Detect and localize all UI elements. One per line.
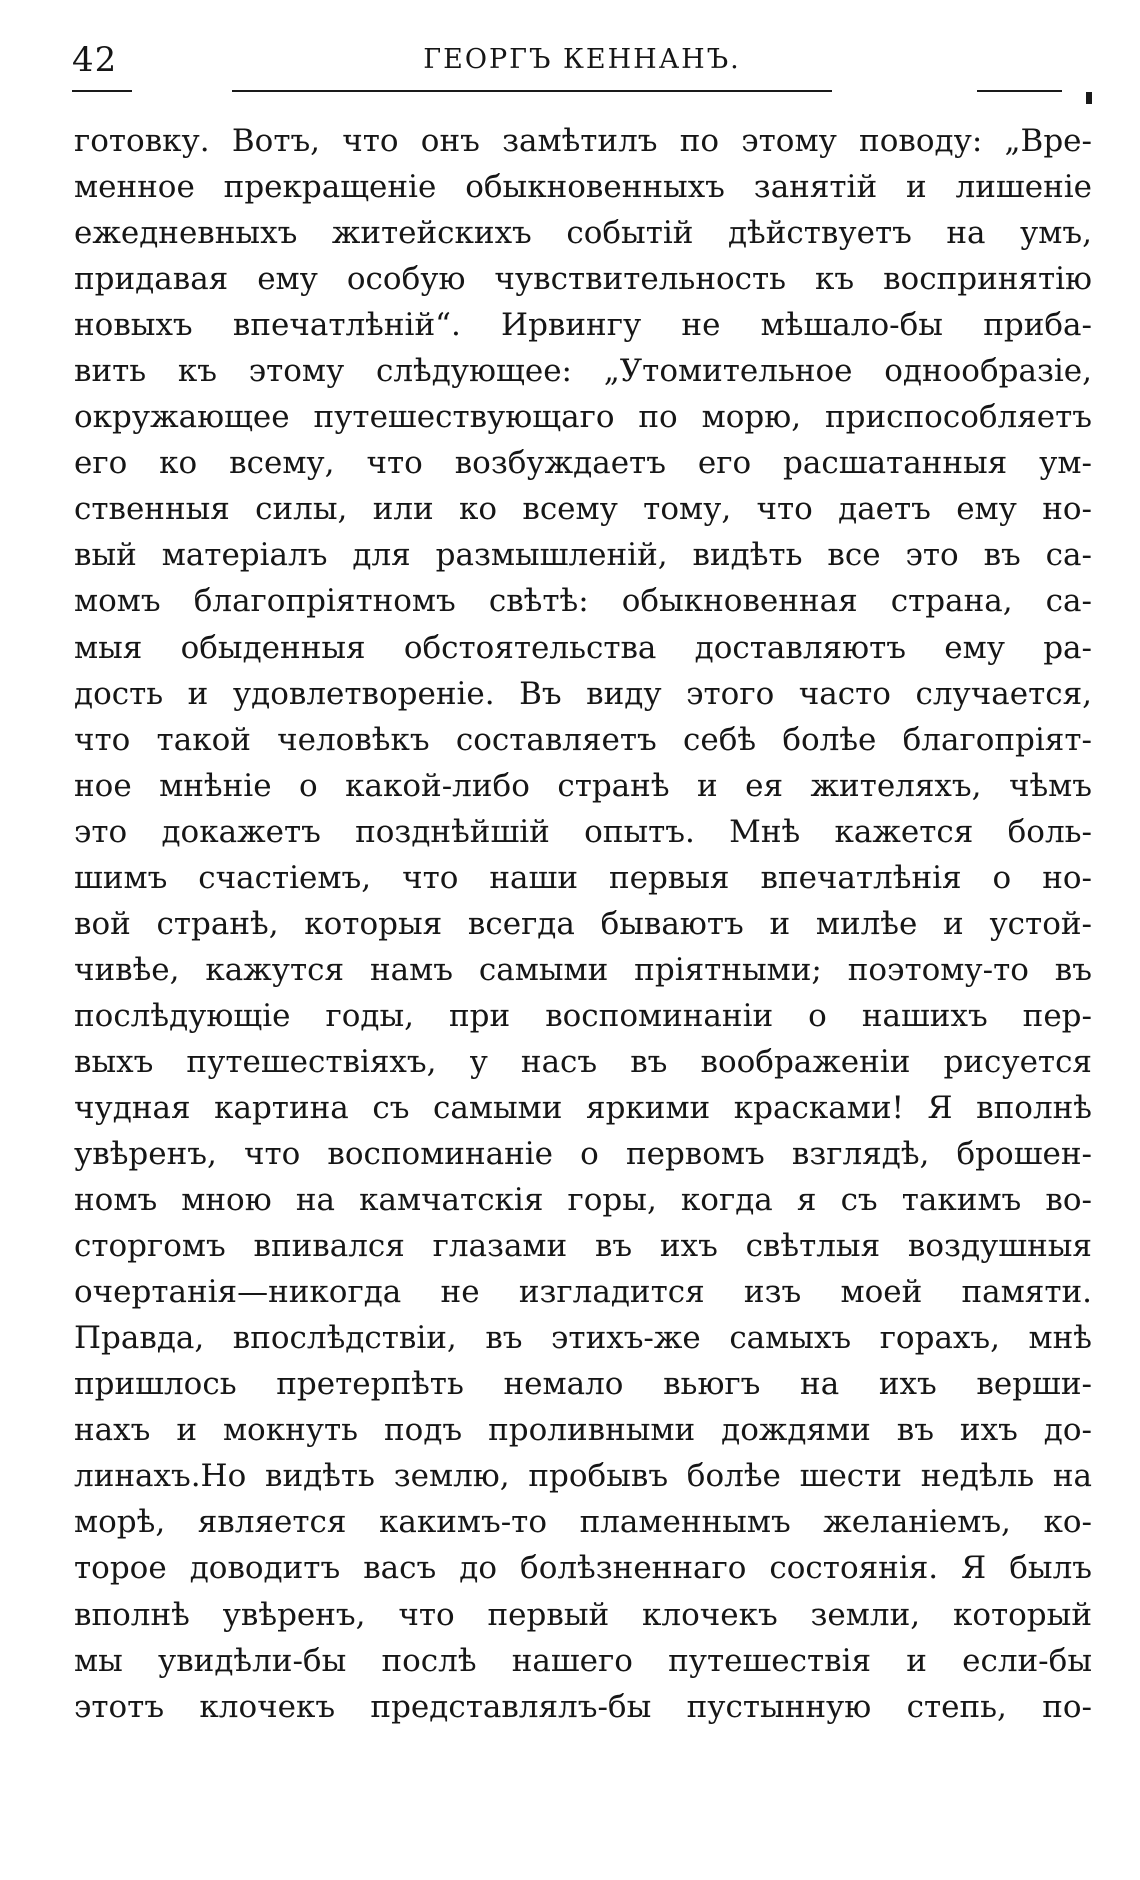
text-line: нахъ и мокнуть подъ проливными дождями въ ихъ до-	[74, 1412, 1092, 1449]
text-line: вполнѣ увѣренъ, что первый клочекъ земли, который	[74, 1596, 1092, 1633]
text-line: новыхъ впечатлѣній“. Ирвингу не мѣшало-бы приба-	[74, 307, 1092, 344]
text-line: этотъ клочекъ представлялъ-бы пустынную степь, по-	[74, 1688, 1092, 1725]
text-line: ежедневныхъ житейскихъ событій дѣйствуетъ на умъ,	[74, 215, 1092, 252]
body-text	[74, 118, 1092, 1730]
page-header	[72, 40, 1092, 100]
text-line: мы увидѣли-бы послѣ нашего путешествія и если-бы	[74, 1642, 1092, 1679]
text-line: его ко всему, что возбуждаетъ его расшатанныя ум-	[74, 445, 1092, 482]
text-line: вить къ этому слѣдующее: „Утомительное однообразіе,	[74, 353, 1092, 390]
header-rule-center	[232, 90, 832, 92]
text-line: послѣдующіе годы, при воспоминаніи о нашихъ пер-	[74, 997, 1092, 1034]
text-line: торое доводитъ васъ до болѣзненнаго состоянія. Я былъ	[74, 1550, 1092, 1587]
text-line: вый матеріалъ для размышленій, видѣть все это въ са-	[74, 537, 1092, 574]
text-line: номъ мною на камчатскія горы, когда я съ такимъ во-	[74, 1182, 1092, 1219]
text-line: дость и удовлетвореніе. Въ виду этого часто случается,	[74, 675, 1092, 712]
text-line: ное мнѣніе о какой-либо странѣ и ея жителяхъ, чѣмъ	[74, 767, 1092, 804]
text-line: выхъ путешествіяхъ, у насъ въ воображеніи рисуется	[74, 1043, 1092, 1080]
text-line: что такой человѣкъ составляетъ себѣ болѣе благопріят-	[74, 721, 1092, 758]
text-line: морѣ, является какимъ-то пламеннымъ желаніемъ, ко-	[74, 1504, 1092, 1541]
text-line: линахъ.Но видѣть землю, пробывъ болѣе шести недѣль на	[74, 1458, 1092, 1495]
text-line: вой странѣ, которыя всегда бываютъ и милѣе и устой-	[74, 905, 1092, 942]
text-line: Правда, впослѣдствіи, въ этихъ-же самыхъ горахъ, мнѣ	[74, 1320, 1092, 1357]
text-line: шимъ счастіемъ, что наши первыя впечатлѣнія о но-	[74, 859, 1092, 896]
text-line: чудная картина съ самыми яркими красками! Я вполнѣ	[74, 1089, 1092, 1126]
text-line: готовку. Вотъ, что онъ замѣтилъ по этому поводу: „Вре-	[74, 123, 1092, 159]
text-line: ственныя силы, или ко всему тому, что даетъ ему но-	[74, 491, 1092, 528]
page-number: 42	[72, 40, 118, 80]
running-title: ГЕОРГЪ КЕННАНЪ.	[423, 44, 741, 75]
text-line: мыя обыденныя обстоятельства доставляютъ ему ра-	[74, 629, 1092, 666]
text-line: увѣренъ, что воспоминаніе о первомъ взглядѣ, брошен-	[74, 1136, 1092, 1173]
text-line: менное прекращеніе обыкновенныхъ занятій и лишеніе	[74, 169, 1092, 206]
margin-edge-mark	[1086, 92, 1092, 104]
text-line: очертанія—никогда не изгладится изъ моей памяти.	[74, 1274, 1092, 1311]
header-rule-left	[72, 90, 132, 92]
text-line: придавая ему особую чувствительность къ воспринятію	[74, 261, 1092, 298]
text-line: окружающее путешествующаго по морю, приспособляетъ	[74, 399, 1092, 436]
header-rule-right	[977, 90, 1062, 92]
text-line: пришлось претерпѣть немало вьюгъ на ихъ верши-	[74, 1366, 1092, 1403]
text-line: сторгомъ впивался глазами въ ихъ свѣтлыя воздушныя	[74, 1228, 1092, 1265]
text-line: чивѣе, кажутся намъ самыми пріятными; поэтому-то въ	[74, 951, 1092, 988]
text-line: это докажетъ позднѣйшій опытъ. Мнѣ кажется боль-	[74, 813, 1092, 850]
text-line: момъ благопріятномъ свѣтѣ: обыкновенная страна, са-	[74, 583, 1092, 620]
